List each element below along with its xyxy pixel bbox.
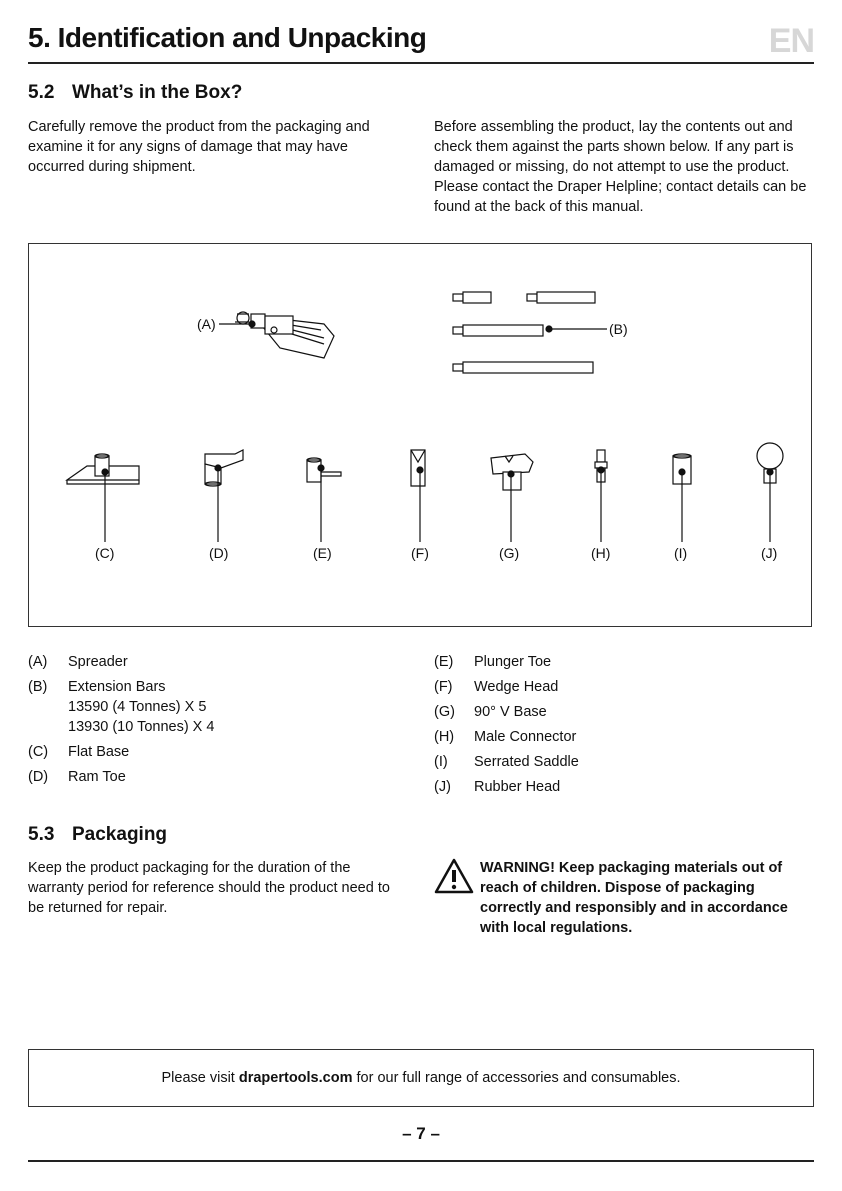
spreader-drawing bbox=[235, 312, 334, 358]
list-item: (I) Serrated Saddle bbox=[434, 754, 579, 770]
list-item: (D) Ram Toe bbox=[28, 769, 126, 785]
plunger-toe-drawing bbox=[307, 458, 341, 482]
list-item: (B) Extension Bars 13590 (4 Tonnes) X 5 13930 (10 Tonnes) X 4 bbox=[28, 679, 215, 735]
intro-left-paragraph: Carefully remove the product from the packaging and examine it for any signs of damage that may have occurred during shipment. bbox=[28, 119, 370, 175]
page-number: – 7 – bbox=[402, 1124, 440, 1143]
label-i: (I) bbox=[674, 545, 688, 561]
section-heading-5-3 bbox=[28, 824, 167, 846]
label-b: (B) bbox=[609, 321, 628, 337]
header-divider bbox=[28, 62, 814, 64]
label-j: (J) bbox=[761, 545, 778, 561]
section-heading-5-2 bbox=[28, 82, 242, 104]
warning-block bbox=[434, 858, 814, 938]
label-g: (G) bbox=[499, 545, 520, 561]
label-f: (F) bbox=[411, 545, 429, 561]
list-item: (F) Wedge Head bbox=[434, 679, 559, 695]
warning-triangle-icon bbox=[434, 858, 474, 938]
section-number: 5.3 bbox=[28, 824, 55, 845]
list-item: (A) Spreader bbox=[28, 654, 128, 670]
label-e: (E) bbox=[313, 545, 332, 561]
list-item: (G) 90° V Base bbox=[434, 704, 547, 720]
section-title: Packaging bbox=[72, 824, 168, 845]
parts-list-left bbox=[28, 652, 408, 792]
footer-divider bbox=[28, 1160, 814, 1162]
label-h: (H) bbox=[591, 545, 611, 561]
label-c: (C) bbox=[95, 545, 115, 561]
label-d: (D) bbox=[209, 545, 229, 561]
website-link[interactable]: drapertools.com bbox=[238, 1070, 353, 1086]
page-title: 5. Identification and Unpacking bbox=[28, 22, 427, 53]
extension-bars-drawing bbox=[453, 292, 595, 373]
parts-list-right bbox=[434, 652, 814, 802]
list-item: (H) Male Connector bbox=[434, 729, 577, 745]
footer-note: Please visit drapertools.com for our full range of accessories and consumables. bbox=[28, 1049, 814, 1107]
ram-toe-drawing bbox=[205, 450, 243, 486]
parts-figure bbox=[28, 243, 812, 627]
language-badge: EN bbox=[768, 22, 814, 60]
parts-illustration bbox=[29, 244, 811, 626]
warning-text: WARNING! Keep packaging materials out of reach of children. Dispose of packaging correctly and responsibly and in accordance with local regulations. bbox=[480, 860, 788, 936]
section-title: What’s in the Box? bbox=[72, 82, 243, 103]
list-item: (J) Rubber Head bbox=[434, 779, 561, 795]
packaging-paragraph: Keep the product packaging for the duration of the warranty period for reference should the product need to be returned for repair. bbox=[28, 860, 390, 916]
list-item: (E) Plunger Toe bbox=[434, 654, 552, 670]
label-a: (A) bbox=[197, 316, 216, 332]
intro-right-paragraph: Before assembling the product, lay the contents out and check them against the parts shown below. If any part is damaged or missing, do not attempt to use the product. Please contact the Draper Helpline; contact details can be found at the back of this manual. bbox=[434, 119, 807, 215]
list-item: (C) Flat Base bbox=[28, 744, 130, 760]
section-number: 5.2 bbox=[28, 82, 55, 103]
flat-base-drawing bbox=[67, 454, 139, 484]
